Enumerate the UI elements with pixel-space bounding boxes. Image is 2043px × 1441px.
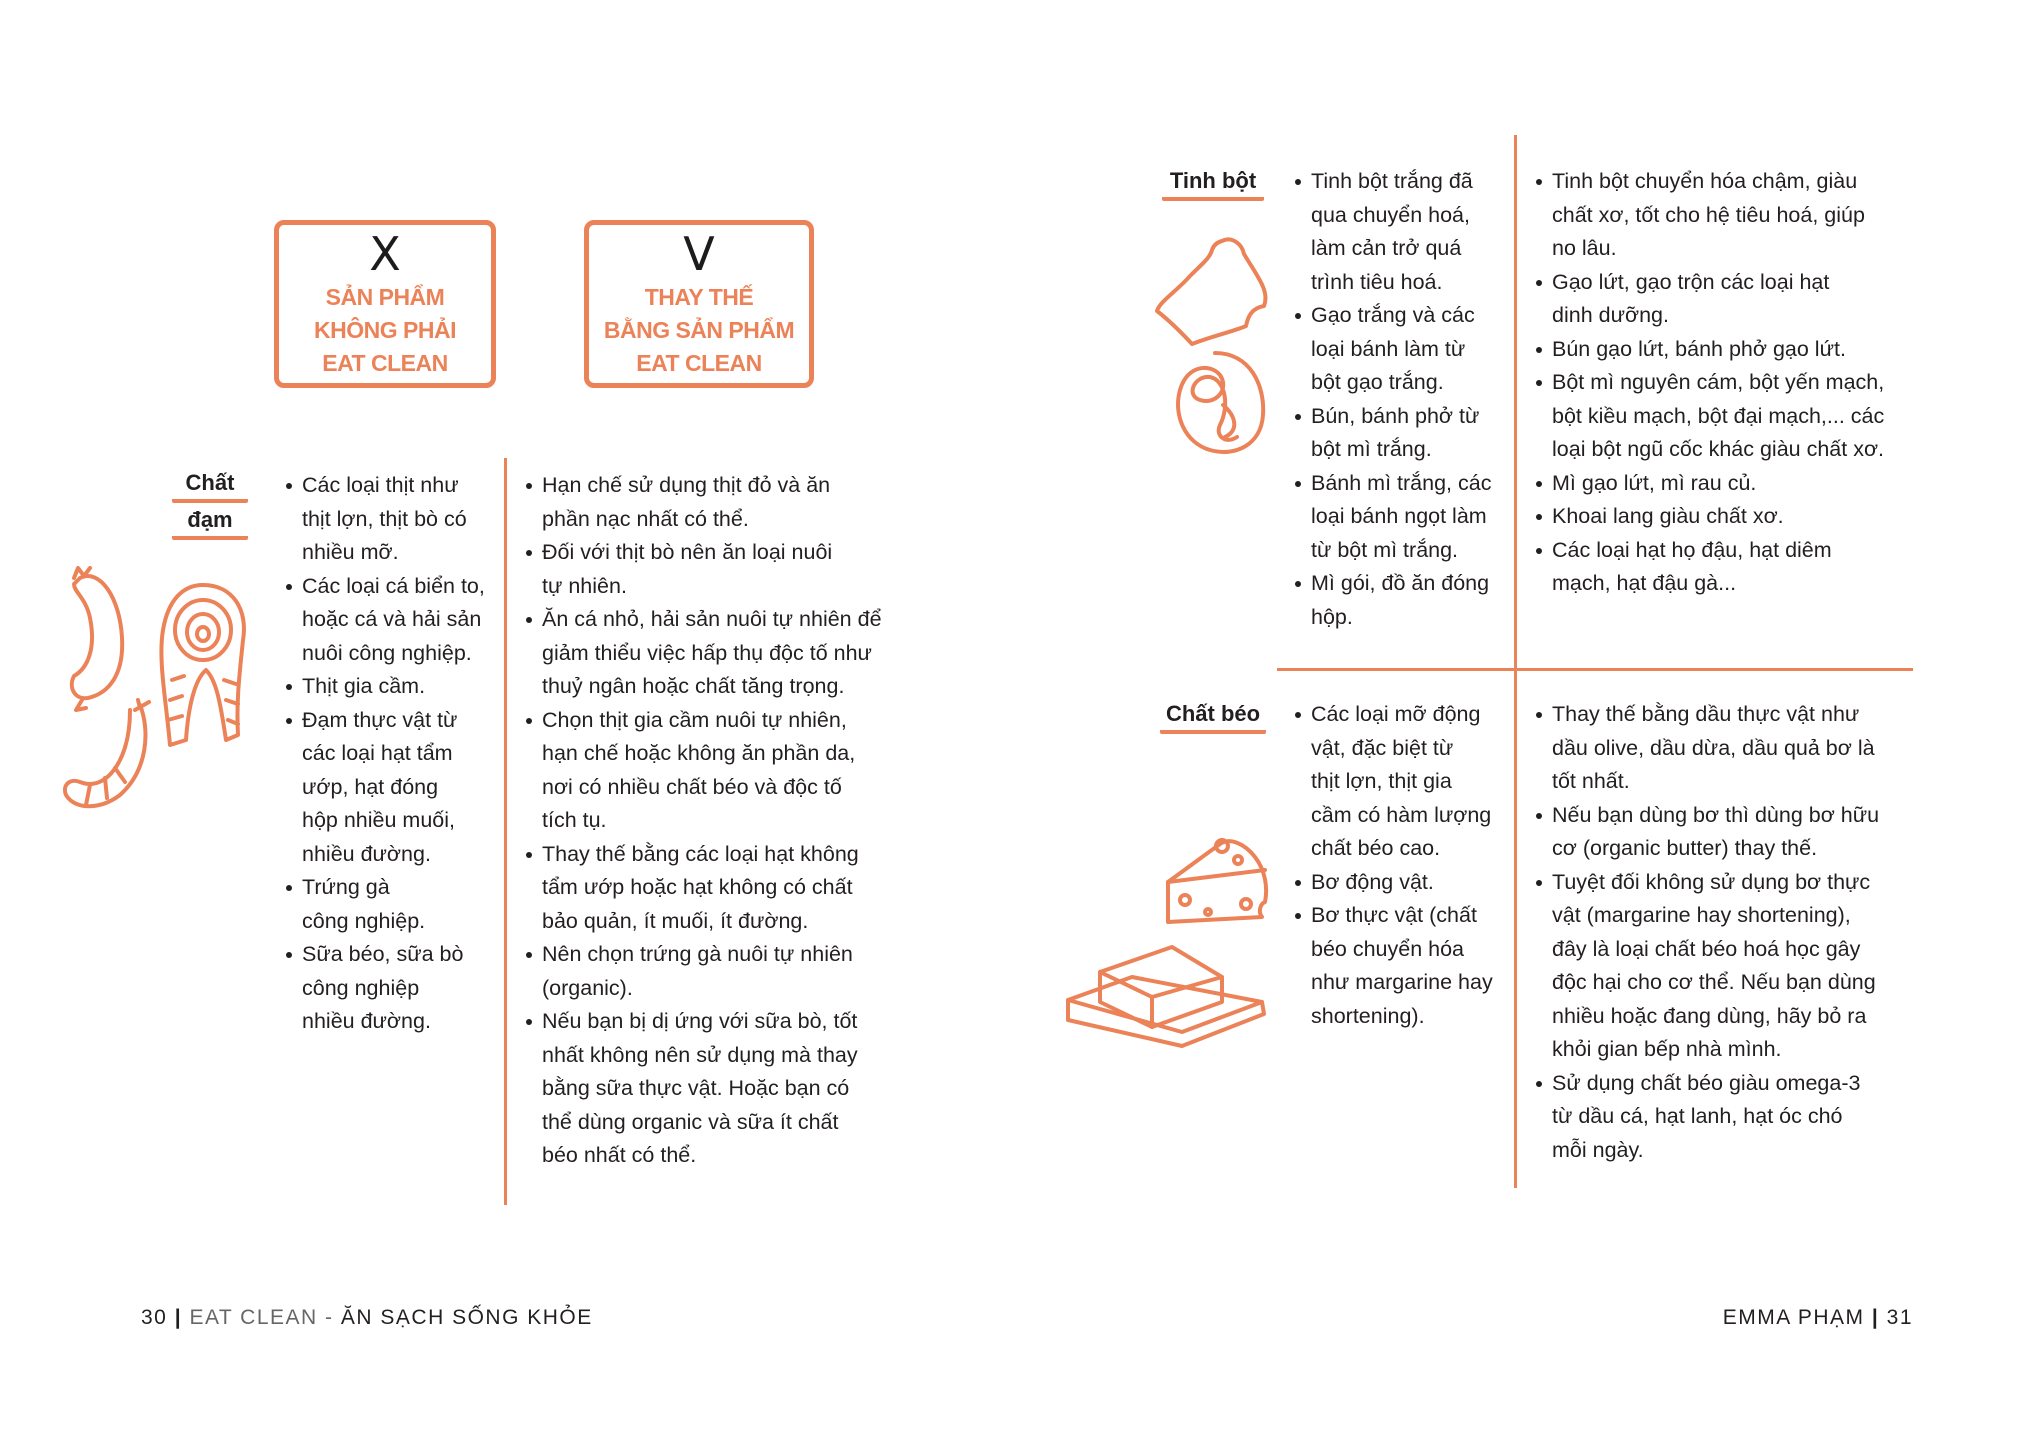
list-item bbox=[1296, 299, 1491, 400]
list-item-line: như margarine hay bbox=[1311, 970, 1493, 994]
shrimp-icon bbox=[60, 700, 160, 815]
list-item-line: vật, đặc biệt từ bbox=[1311, 735, 1454, 760]
list-item bbox=[1537, 165, 1884, 266]
list-item-line: nhiều đường. bbox=[302, 841, 431, 866]
list-item-line: độc hại cho cơ thể. Nếu bạn dùng bbox=[1552, 970, 1876, 994]
list-item-line: vật (margarine hay shortening), bbox=[1552, 903, 1851, 927]
title-line: THAY THẾ bbox=[644, 284, 754, 310]
list-item-line: hộp. bbox=[1311, 604, 1353, 629]
list-item-line: Bơ thực vật (chất bbox=[1311, 903, 1477, 927]
list-item bbox=[1537, 266, 1884, 333]
salmon-steak-icon bbox=[158, 580, 248, 750]
title-line: EAT CLEAN bbox=[636, 350, 762, 376]
list-item bbox=[1537, 866, 1879, 1067]
fat-replace-list bbox=[1537, 698, 1879, 1167]
list-item-line: nơi có nhiều chất béo và độc tố bbox=[542, 774, 842, 799]
list-item-line: Hạn chế sử dụng thịt đỏ và ăn bbox=[542, 473, 831, 497]
list-item-line: Bột mì nguyên cám, bột yến mạch, bbox=[1552, 370, 1885, 394]
list-item-line: làm cản trở quá bbox=[1311, 236, 1462, 260]
right-column-divider bbox=[1514, 135, 1517, 1188]
list-item-line: loại bánh làm từ bbox=[1311, 336, 1466, 361]
list-item bbox=[527, 536, 882, 603]
list-item-line: chất xơ, tốt cho hệ tiêu hoá, giúp bbox=[1552, 202, 1865, 227]
list-item-line: khỏi gian bếp nhà mình. bbox=[1552, 1037, 1782, 1061]
list-item bbox=[287, 704, 485, 872]
footer-separator: | bbox=[1871, 1306, 1880, 1329]
list-item bbox=[1537, 467, 1884, 501]
list-item-line: hoặc cá và hải sản bbox=[302, 607, 482, 631]
label-line: Tinh bột bbox=[1162, 166, 1264, 201]
list-item-line: loại bột ngũ cốc khác giàu chất xơ. bbox=[1552, 437, 1885, 461]
not-eat-clean-header-box bbox=[274, 220, 496, 388]
list-item-line: (organic). bbox=[542, 975, 633, 1000]
right-section-divider bbox=[1277, 668, 1913, 671]
list-item-line: béo nhất có thể. bbox=[542, 1143, 697, 1167]
list-item bbox=[287, 670, 485, 704]
sausage-icon bbox=[60, 558, 140, 718]
list-item-line: cầm có hàm lượng bbox=[1311, 802, 1492, 827]
footer-dash: - bbox=[325, 1306, 334, 1329]
list-item-line: Bơ động vật. bbox=[1311, 869, 1434, 894]
list-item-line: Đạm thực vật từ bbox=[302, 707, 458, 732]
right-page-footer bbox=[1723, 1306, 1913, 1330]
list-item-line: Mì gói, đồ ăn đóng bbox=[1311, 571, 1490, 595]
list-item-line: phần nạc nhất có thể. bbox=[542, 506, 749, 531]
list-item-line: Mì gạo lứt, mì rau củ. bbox=[1552, 470, 1757, 495]
list-item-line: tích tụ. bbox=[542, 808, 607, 832]
list-item-line: Ăn cá nhỏ, hải sản nuôi tự nhiên để bbox=[542, 607, 882, 631]
right-page-number: 31 bbox=[1886, 1306, 1913, 1329]
list-item-line: từ dầu cá, hạt lanh, hạt óc chó bbox=[1552, 1104, 1843, 1128]
list-item-line: no lâu. bbox=[1552, 236, 1617, 260]
list-item bbox=[527, 704, 882, 838]
eat-clean-header-box bbox=[584, 220, 814, 388]
book-series: EAT CLEAN bbox=[189, 1306, 318, 1329]
list-item bbox=[287, 871, 485, 938]
list-item-line: bằng sữa thực vật. Hoặc bạn có bbox=[542, 1076, 850, 1100]
list-item-line: Bánh mì trắng, các bbox=[1311, 470, 1492, 495]
list-item-line: Trứng gà bbox=[302, 875, 390, 899]
list-item-line: Chọn thịt gia cầm nuôi tự nhiên, bbox=[542, 707, 847, 732]
list-item-line: Thay thế bằng dầu thực vật như bbox=[1552, 702, 1860, 726]
list-item-line: nhiều đường. bbox=[302, 1009, 431, 1033]
list-item bbox=[1537, 534, 1884, 601]
list-item bbox=[1537, 333, 1884, 367]
list-item bbox=[1296, 866, 1493, 900]
list-item bbox=[1537, 500, 1884, 534]
list-item-line: thịt lợn, thịt bò có bbox=[302, 506, 467, 531]
list-item-line: mỗi ngày. bbox=[1552, 1137, 1644, 1162]
list-item-line: Khoai lang giàu chất xơ. bbox=[1552, 504, 1784, 528]
list-item-line: Sử dụng chất béo giàu omega-3 bbox=[1552, 1070, 1861, 1095]
list-item-line: các loại hạt tẩm bbox=[302, 741, 453, 765]
list-item-line: hộp nhiều muối, bbox=[302, 808, 455, 832]
list-item-line: Sữa béo, sữa bò bbox=[302, 942, 464, 966]
list-item-line: tẩm ướp hoặc hạt không có chất bbox=[542, 875, 853, 899]
list-item-line: dầu olive, dầu dừa, dầu quả bơ là bbox=[1552, 735, 1875, 760]
list-item-line: Nếu bạn bị dị ứng với sữa bò, tốt bbox=[542, 1009, 858, 1033]
title-line: KHÔNG PHẢI bbox=[314, 317, 456, 343]
list-item-line: hạn chế hoặc không ăn phần da, bbox=[542, 741, 856, 765]
label-line: Chất bbox=[172, 468, 248, 503]
butter-icon bbox=[1062, 942, 1272, 1052]
list-item-line: từ bột mì trắng. bbox=[1311, 537, 1459, 562]
list-item-line: Tinh bột chuyển hóa chậm, giàu bbox=[1552, 169, 1858, 193]
left-page-footer bbox=[141, 1306, 593, 1330]
protein-replace-list bbox=[527, 469, 882, 1173]
list-item bbox=[527, 603, 882, 704]
x-mark-icon: X bbox=[369, 227, 401, 281]
list-item-line: cơ (organic butter) thay thế. bbox=[1552, 836, 1818, 860]
list-item-line: trình tiêu hoá. bbox=[1311, 269, 1443, 294]
protein-label bbox=[172, 468, 248, 542]
list-item-line: qua chuyển hoá, bbox=[1311, 202, 1470, 227]
list-item bbox=[1296, 165, 1491, 299]
list-item-line: Tuyệt đối không sử dụng bơ thực bbox=[1552, 869, 1871, 894]
list-item bbox=[1537, 799, 1879, 866]
starch-label bbox=[1162, 166, 1264, 203]
list-item bbox=[1296, 400, 1491, 467]
list-item-line: Nên chọn trứng gà nuôi tự nhiên bbox=[542, 942, 853, 966]
list-item-line: nuôi công nghiệp. bbox=[302, 640, 472, 665]
list-item-line: Thịt gia cầm. bbox=[302, 674, 426, 698]
list-item bbox=[527, 1005, 882, 1173]
starch-replace-list bbox=[1537, 165, 1884, 601]
eat-clean-title bbox=[589, 281, 809, 380]
list-item-line: bảo quản, ít muối, ít đường. bbox=[542, 908, 809, 933]
list-item-line: Bún, bánh phở từ bbox=[1311, 403, 1480, 428]
list-item-line: nhiều mỡ. bbox=[302, 540, 399, 564]
list-item-line: đây là loại chất béo hoá học gây bbox=[1552, 936, 1861, 961]
cheese-icon bbox=[1160, 832, 1272, 927]
list-item-line: Bún gạo lứt, bánh phở gạo lứt. bbox=[1552, 336, 1846, 361]
bread-slice-icon bbox=[1152, 236, 1272, 346]
list-item-line: Tinh bột trắng đã bbox=[1311, 169, 1473, 193]
list-item bbox=[1537, 1067, 1879, 1168]
list-item-line: béo chuyển hóa bbox=[1311, 936, 1465, 961]
list-item bbox=[527, 469, 882, 536]
list-item-line: ướp, hạt đóng bbox=[302, 774, 439, 799]
list-item-line: giảm thiểu việc hấp thụ độc tố như bbox=[542, 640, 872, 665]
list-item-line: bột gạo trắng. bbox=[1311, 370, 1444, 394]
list-item-line: bột kiều mạch, bột đại mạch,... các bbox=[1552, 403, 1885, 428]
list-item bbox=[1296, 567, 1491, 634]
list-item-line: thuỷ ngân hoặc chất tăng trọng. bbox=[542, 674, 845, 698]
left-page-number: 30 bbox=[141, 1306, 168, 1329]
author-name: EMMA PHẠM bbox=[1722, 1306, 1865, 1329]
fat-avoid-list bbox=[1296, 698, 1493, 1033]
list-item bbox=[287, 938, 485, 1039]
list-item bbox=[1296, 467, 1491, 568]
title-line: SẢN PHẨM bbox=[325, 284, 445, 310]
not-eat-clean-title bbox=[279, 281, 491, 380]
list-item-line: bột mì trắng. bbox=[1311, 437, 1432, 461]
list-item bbox=[1537, 698, 1879, 799]
title-line: BẰNG SẢN PHẨM bbox=[603, 317, 795, 343]
list-item-line: Thay thế bằng các loại hạt không bbox=[542, 841, 859, 866]
list-item-line: nhiều hoặc đang dùng, hãy bỏ ra bbox=[1552, 1003, 1867, 1028]
list-item-line: shortening). bbox=[1311, 1003, 1425, 1028]
list-item-line: Các loại hạt họ đậu, hạt diêm bbox=[1552, 537, 1832, 562]
list-item-line: Gạo trắng và các bbox=[1311, 303, 1475, 327]
fat-label bbox=[1160, 699, 1266, 736]
list-item bbox=[527, 838, 882, 939]
list-item bbox=[1296, 698, 1493, 866]
list-item bbox=[527, 938, 882, 1005]
list-item-line: chất béo cao. bbox=[1311, 836, 1441, 860]
book-subtitle: ĂN SẠCH SỐNG KHỎE bbox=[340, 1306, 593, 1329]
list-item-line: Gạo lứt, gạo trộn các loại hạt bbox=[1552, 269, 1830, 294]
list-item-line: Đối với thịt bò nên ăn loại nuôi bbox=[542, 540, 833, 564]
list-item bbox=[287, 570, 485, 671]
label-line: Chất béo bbox=[1160, 699, 1266, 734]
list-item-line: tốt nhất. bbox=[1552, 769, 1630, 793]
list-item-line: công nghiệp bbox=[302, 975, 420, 1000]
list-item-line: Các loại thịt như bbox=[302, 473, 459, 497]
footer-separator: | bbox=[174, 1306, 183, 1329]
list-item-line: nhất không nên sử dụng mà thay bbox=[542, 1042, 858, 1067]
check-mark-icon: V bbox=[683, 227, 715, 281]
list-item-line: Các loại mỡ động bbox=[1311, 702, 1481, 726]
list-item-line: tự nhiên. bbox=[542, 573, 627, 598]
list-item-line: dinh dưỡng. bbox=[1552, 303, 1669, 327]
list-item bbox=[1296, 899, 1493, 1033]
list-item-line: Các loại cá biển to, bbox=[302, 573, 485, 598]
protein-avoid-list bbox=[287, 469, 485, 1039]
pretzel-icon bbox=[1165, 345, 1270, 460]
list-item bbox=[1537, 366, 1884, 467]
list-item bbox=[287, 469, 485, 570]
left-column-divider bbox=[504, 458, 507, 1205]
starch-avoid-list bbox=[1296, 165, 1491, 634]
list-item-line: loại bánh ngọt làm bbox=[1311, 504, 1487, 528]
list-item-line: công nghiệp. bbox=[302, 908, 426, 933]
label-line: đạm bbox=[172, 505, 248, 540]
title-line: EAT CLEAN bbox=[322, 350, 448, 376]
list-item-line: thể dùng organic và sữa ít chất bbox=[542, 1109, 839, 1134]
list-item-line: thịt lợn, thịt gia bbox=[1311, 769, 1452, 793]
list-item-line: Nếu bạn dùng bơ thì dùng bơ hữu bbox=[1552, 802, 1880, 827]
list-item-line: mạch, hạt đậu gà... bbox=[1552, 571, 1737, 595]
